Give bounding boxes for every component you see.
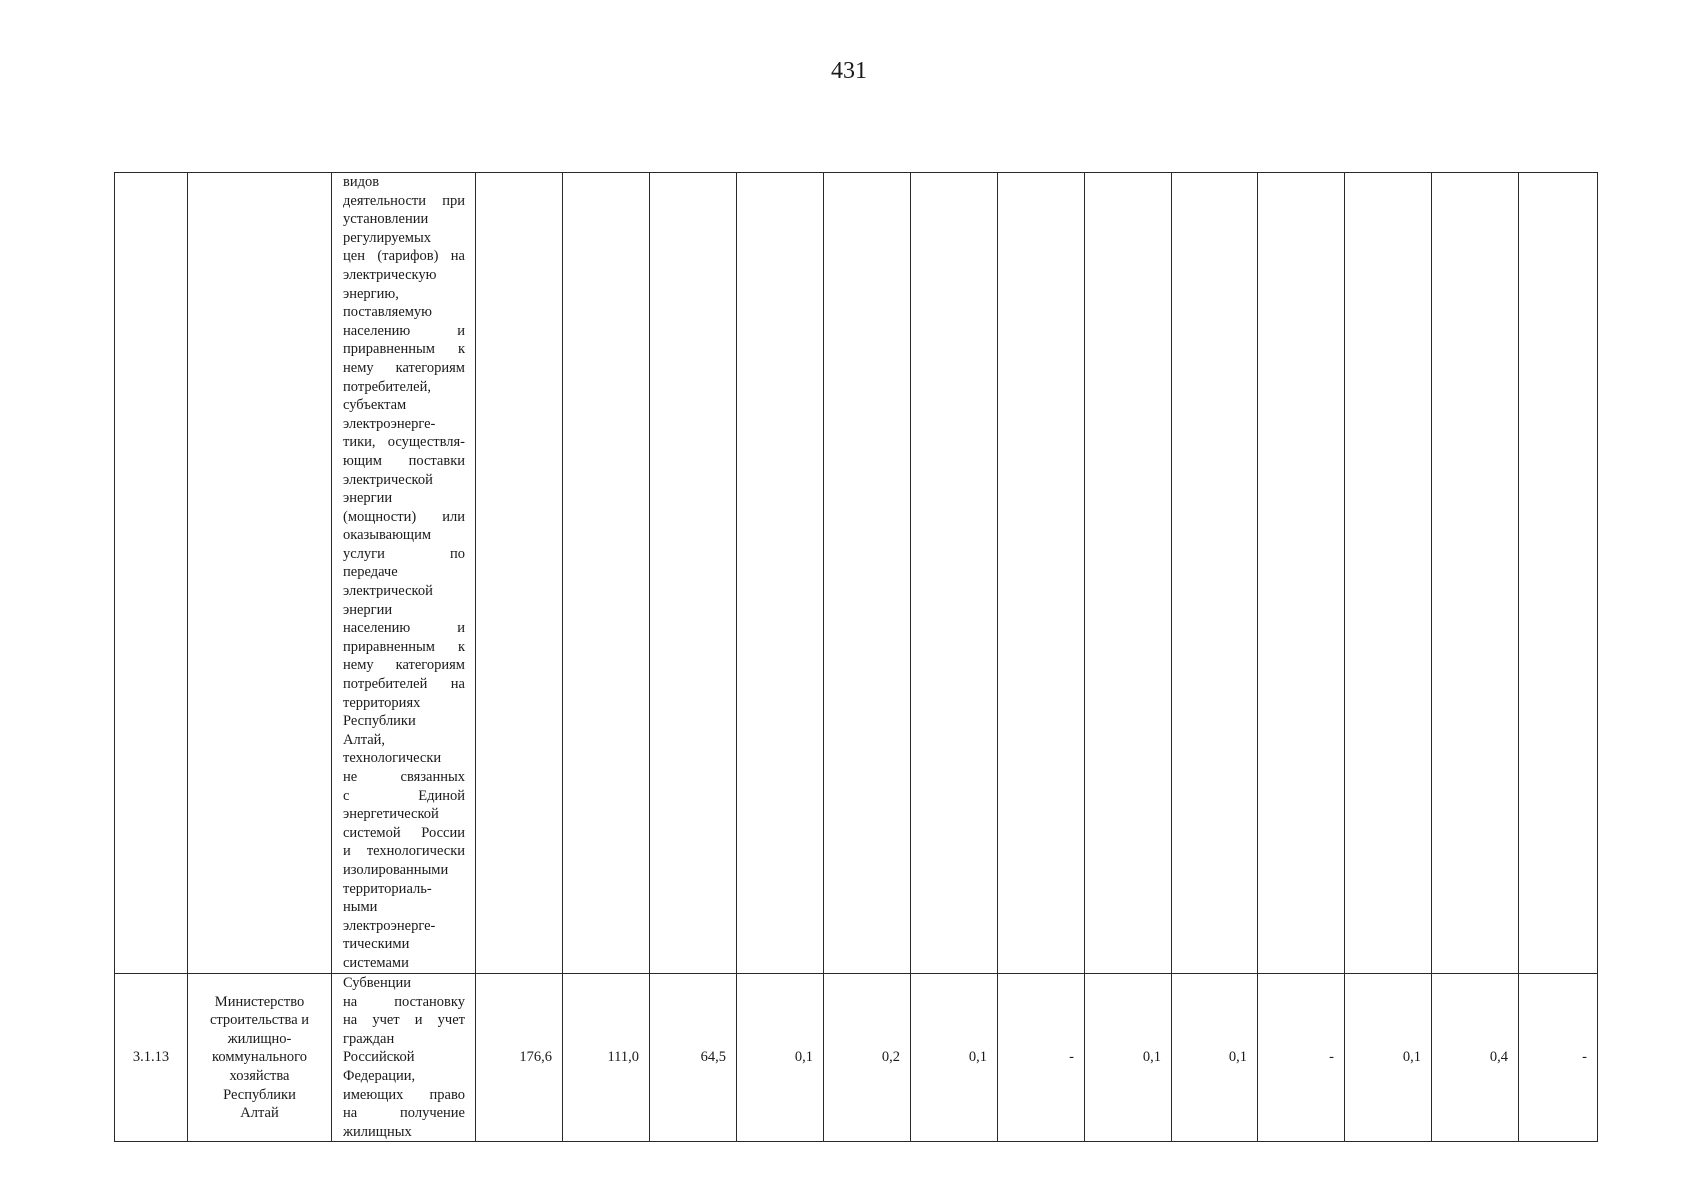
value-cell: 0,4	[1432, 974, 1519, 1142]
value-cell: 64,5	[650, 974, 737, 1142]
text-line: нему категориям	[343, 359, 465, 376]
text-line: Алтай,	[343, 731, 386, 748]
text-line: на учет и учет	[343, 1012, 465, 1029]
text-line: изолированными	[343, 861, 449, 878]
value-cell: -	[1519, 974, 1598, 1142]
text-line: энергии	[343, 601, 393, 618]
text-line: Алтай	[240, 1105, 279, 1122]
text-line: электроэнерге-	[343, 415, 436, 432]
text-line: Субвенции	[343, 975, 411, 991]
table-row-3-1-13	[115, 974, 1598, 1142]
value-cell: 0,1	[1085, 974, 1172, 1142]
text-line: энергии	[343, 490, 393, 507]
text-line: жилищно-	[227, 1030, 292, 1047]
value-cell: 111,0	[563, 974, 650, 1142]
value-cell: 176,6	[476, 974, 563, 1142]
value-cell: 0,1	[1345, 974, 1432, 1142]
text-line: населению и	[343, 322, 465, 339]
text-line: ными	[343, 899, 378, 916]
value-cell	[824, 173, 911, 974]
text-line: электрической	[343, 471, 433, 488]
text-line: на постановку	[343, 993, 465, 1010]
text-line: с Единой	[343, 787, 465, 804]
value-cell: 0,1	[911, 974, 998, 1142]
value-cell	[1085, 173, 1172, 974]
text-line: жилищных	[343, 1123, 412, 1140]
text-line: системой России	[343, 824, 465, 841]
text-line: Республики	[223, 1086, 296, 1103]
text-line: видов	[343, 174, 380, 190]
text-line: электрическую	[343, 266, 437, 283]
text-line: имеющих право	[343, 1086, 465, 1103]
value-cell	[650, 173, 737, 974]
text-line: передаче	[343, 564, 398, 581]
text-line: не связанных	[343, 769, 465, 785]
value-cell: -	[998, 974, 1085, 1142]
organization-cell	[188, 173, 332, 974]
text-line: системами	[343, 954, 409, 971]
description-cell	[332, 173, 476, 974]
budget-table	[114, 172, 1598, 1142]
value-cell: 0,2	[824, 974, 911, 1142]
value-cell: -	[1258, 974, 1345, 1142]
text-line: энергетической	[343, 806, 439, 823]
text-line: технологически	[343, 750, 442, 767]
text-line: электроэнерге-	[343, 917, 436, 934]
text-line: нему категориям	[343, 657, 465, 674]
text-line: Республики	[343, 713, 416, 730]
value-cell	[1258, 173, 1345, 974]
text-line: субъектам	[343, 397, 407, 414]
text-line: территориаль-	[343, 880, 432, 897]
description-cell	[332, 974, 476, 1142]
text-line: граждан	[343, 1030, 395, 1047]
text-line: Министерство	[214, 993, 305, 1010]
organization-cell	[188, 974, 332, 1142]
text-line: потребителей на	[343, 676, 465, 693]
text-line: энергию,	[343, 285, 399, 302]
value-cell	[1172, 173, 1258, 974]
text-line: и технологически	[343, 843, 465, 860]
table-row-continued	[115, 173, 1598, 974]
code-cell	[115, 173, 188, 974]
value-cell	[563, 173, 650, 974]
text-line: Федерации,	[343, 1067, 416, 1084]
text-line: тическими	[343, 936, 410, 953]
value-cell	[737, 173, 824, 974]
value-cell	[998, 173, 1085, 974]
text-line: деятельности при	[343, 192, 465, 209]
text-line: (мощности) или	[343, 508, 465, 525]
text-line: цен (тарифов) на	[343, 248, 465, 265]
text-line: поставляемую	[343, 304, 433, 321]
value-cell	[476, 173, 563, 974]
text-line: коммунального	[212, 1049, 307, 1066]
text-line: Российской	[343, 1049, 415, 1066]
text-line: хозяйства	[229, 1067, 290, 1084]
text-line: ющим поставки	[343, 452, 465, 469]
text-line: населению и	[343, 620, 465, 637]
text-line: регулируемых	[343, 229, 431, 246]
text-line: приравненным к	[343, 638, 465, 655]
text-line: установлении	[343, 211, 429, 228]
text-line: строительства и	[209, 1012, 310, 1029]
text-line: территориях	[343, 694, 421, 711]
value-cell	[1345, 173, 1432, 974]
value-cell: 0,1	[1172, 974, 1258, 1142]
value-cell: 0,1	[737, 974, 824, 1142]
text-line: потребителей,	[343, 378, 431, 395]
text-line: приравненным к	[343, 341, 465, 358]
text-line: оказывающим	[343, 527, 432, 544]
text-line: услуги по	[343, 545, 465, 562]
text-line: электрической	[343, 583, 433, 600]
value-cell	[1432, 173, 1519, 974]
page-number: 431	[831, 58, 867, 84]
value-cell	[1519, 173, 1598, 974]
text-line: тики, осуществля-	[343, 434, 465, 451]
code-cell: 3.1.13	[115, 974, 188, 1142]
value-cell	[911, 173, 998, 974]
text-line: на получение	[343, 1105, 465, 1122]
